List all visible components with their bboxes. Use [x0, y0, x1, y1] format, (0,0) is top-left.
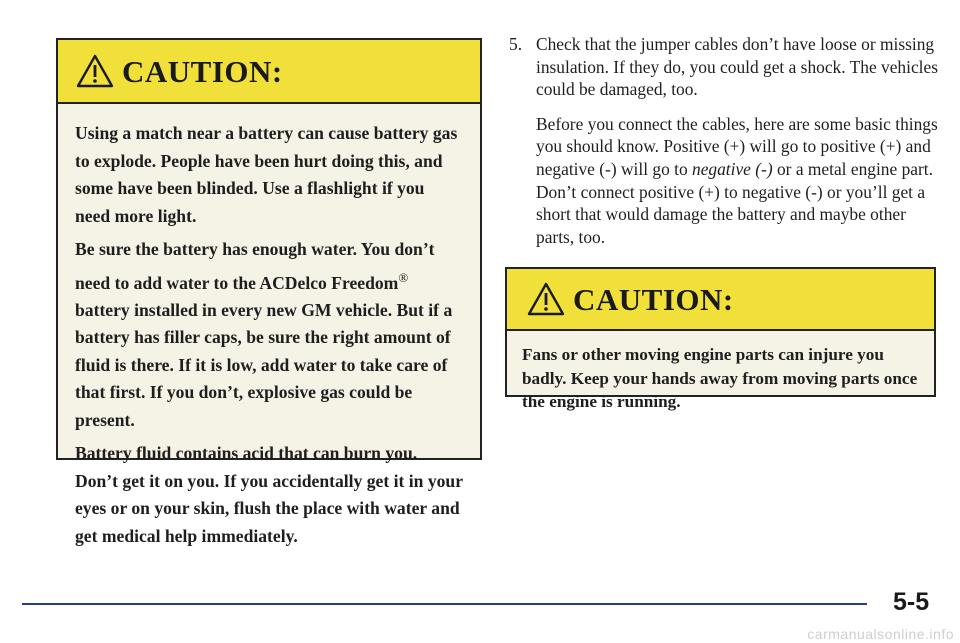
instructions-column	[509, 33, 939, 248]
warning-triangle-icon	[527, 282, 565, 316]
cable-text-italic: negative (-)	[692, 158, 773, 179]
caution-header	[58, 40, 480, 104]
watermark: carmanualsonline.info	[807, 626, 954, 642]
caution-paragraph: Fans or other moving engine parts can injure you badly. Keep your hands away from moving parts once the engine is running.	[522, 345, 918, 411]
step-number: 5.	[509, 34, 523, 54]
caution-paragraph: Battery fluid contains acid that can burn you. Don’t get it on you. If you accidentally get it in your eyes or on your skin, flush the place with water and get medical help immediately.	[75, 443, 463, 546]
registered-trademark: ®	[398, 269, 409, 285]
footer-rule	[22, 603, 867, 605]
caution-body	[58, 104, 480, 550]
cable-text: Before you connect the cables, here are some basic things you should know. Positive (+) will go to positive (+) and negative (-) will go to	[536, 113, 938, 179]
caution-header	[507, 269, 934, 331]
caution-title: CAUTION:	[122, 54, 283, 89]
caution-paragraph: Using a match near a battery can cause battery gas to explode. People have been hurt doing this, and some have been blinded. Use a flashlight if you need more light.	[75, 123, 458, 226]
caution-title: CAUTION:	[573, 282, 734, 317]
caution-water-text: Be sure the battery has enough water. You don’t need to add water to the ACDelco Freedom	[75, 239, 435, 293]
cable-paragraph	[509, 113, 939, 249]
caution-paragraph	[75, 236, 464, 434]
cable-text: or a metal engine part. Don’t connect positive (+) to negative (-) or you’ll get a short that would damage the battery and maybe other parts, too.	[536, 158, 933, 247]
caution-box-fan	[505, 267, 936, 411]
caution-water-text-cont: battery installed in every new GM vehicle. But if a battery has filler caps, be sure the right amount of fluid is there. If it is low, add water to take care of that first. If you don’t, explosive gas could be present.	[75, 299, 453, 430]
page-number: 5-5	[893, 588, 930, 616]
caution-box-battery	[56, 38, 482, 546]
step-text: Check that the jumper cables don’t have loose or missing insulation. If they do, you could get a shock. The vehicles could be damaged, too.	[536, 34, 938, 100]
warning-triangle-icon	[76, 54, 114, 88]
caution-body	[507, 331, 934, 414]
step-item	[509, 33, 939, 101]
